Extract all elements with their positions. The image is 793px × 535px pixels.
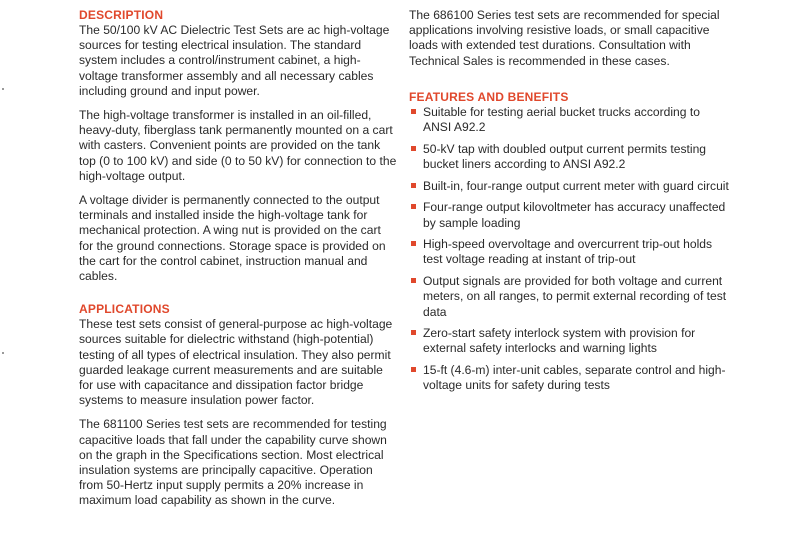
feature-item [409,105,729,135]
feature-item [409,237,729,267]
applications-paragraph: The 681100 Series test sets are recommended for testing capacitive loads that fall under the capability curve shown on the graph in the Specifications section. Most electrical insulation systems are principally capacitive. Operation from 50-Hertz input supply permits a 20% increase in maximum load capability as shown in the curve. [79,417,387,508]
feature-text: Built-in, four-range output current meter with guard circuit [423,178,729,193]
square-bullet-icon [411,146,416,151]
applications-heading: APPLICATIONS [79,302,170,317]
square-bullet-icon [411,204,416,209]
right-column [409,8,729,400]
intro-paragraph: The 686100 Series test sets are recommended for special applications involving resistive loads, or small capacitive loads with extended test durations. Consultation with Technical Sales is recommended in these cases. [409,8,720,68]
feature-item [409,274,729,320]
feature-text: 50-kV tap with doubled output current permits testing bucket liners according to ANSI A92.2 [423,141,707,171]
description-heading: DESCRIPTION [79,8,164,22]
feature-text: 15-ft (4.6-m) inter-unit cables, separate control and high-voltage units for safety during tests [423,363,726,393]
feature-text: Four-range output kilovoltmeter has accuracy unaffected by sample loading [423,200,726,230]
feature-text: Zero-start safety interlock system with provision for external safety interlocks and warning lights [423,326,696,356]
feature-item [409,142,729,172]
square-bullet-icon [411,330,416,335]
margin-mark [2,88,4,90]
square-bullet-icon [411,183,416,188]
margin-mark [2,352,4,354]
feature-text: Output signals are provided for both voltage and current meters, on all ranges, to permit external recording of test data [423,274,727,319]
description-paragraph: The high-voltage transformer is installed in an oil-filled, heavy-duty, fiberglass tank permanently mounted on a cart with casters. Convenient points are provided on the tank top (0 to 100 kV) and side (0 to 50 kV) for connection to the high-voltage output. [79,108,397,183]
feature-item [409,326,729,356]
feature-item [409,200,729,230]
feature-text: Suitable for testing aerial bucket trucks according to ANSI A92.2 [423,104,700,135]
feature-item [409,363,729,393]
left-column [79,8,397,518]
description-paragraph: The 50/100 kV AC Dielectric Test Sets are ac high-voltage sources for testing electrical insulation. The standard system includes a control/instrument cabinet, a high-voltage transformer assembly and all necessary cables including ground and input power. [79,23,390,98]
description-paragraph: A voltage divider is permanently connected to the output terminals and installed inside the high-voltage tank for mechanical protection. A wing nut is provided on the cart for the ground connections. Storage space is provided on the cart for the control cabinet, instruction manual and cables. [79,193,386,284]
section-spacer [79,293,397,302]
square-bullet-icon [411,241,416,246]
features-list [409,105,729,394]
applications-paragraph: These test sets consist of general-purpose ac high-voltage sources suitable for dielectric withstand (high-potential) testing of all types of electrical insulation. They also permit guarded leakage current measurements and are suitable for use with capacitance and dissipation factor bridge systems to measure insulation power factor. [79,317,393,408]
square-bullet-icon [411,278,416,283]
feature-item [409,179,729,194]
feature-text: High-speed overvoltage and overcurrent trip-out holds test voltage reading at instant of trip-out [423,237,713,267]
square-bullet-icon [411,109,416,114]
square-bullet-icon [411,367,416,372]
section-spacer [409,78,729,90]
features-heading: FEATURES AND BENEFITS [409,89,569,104]
